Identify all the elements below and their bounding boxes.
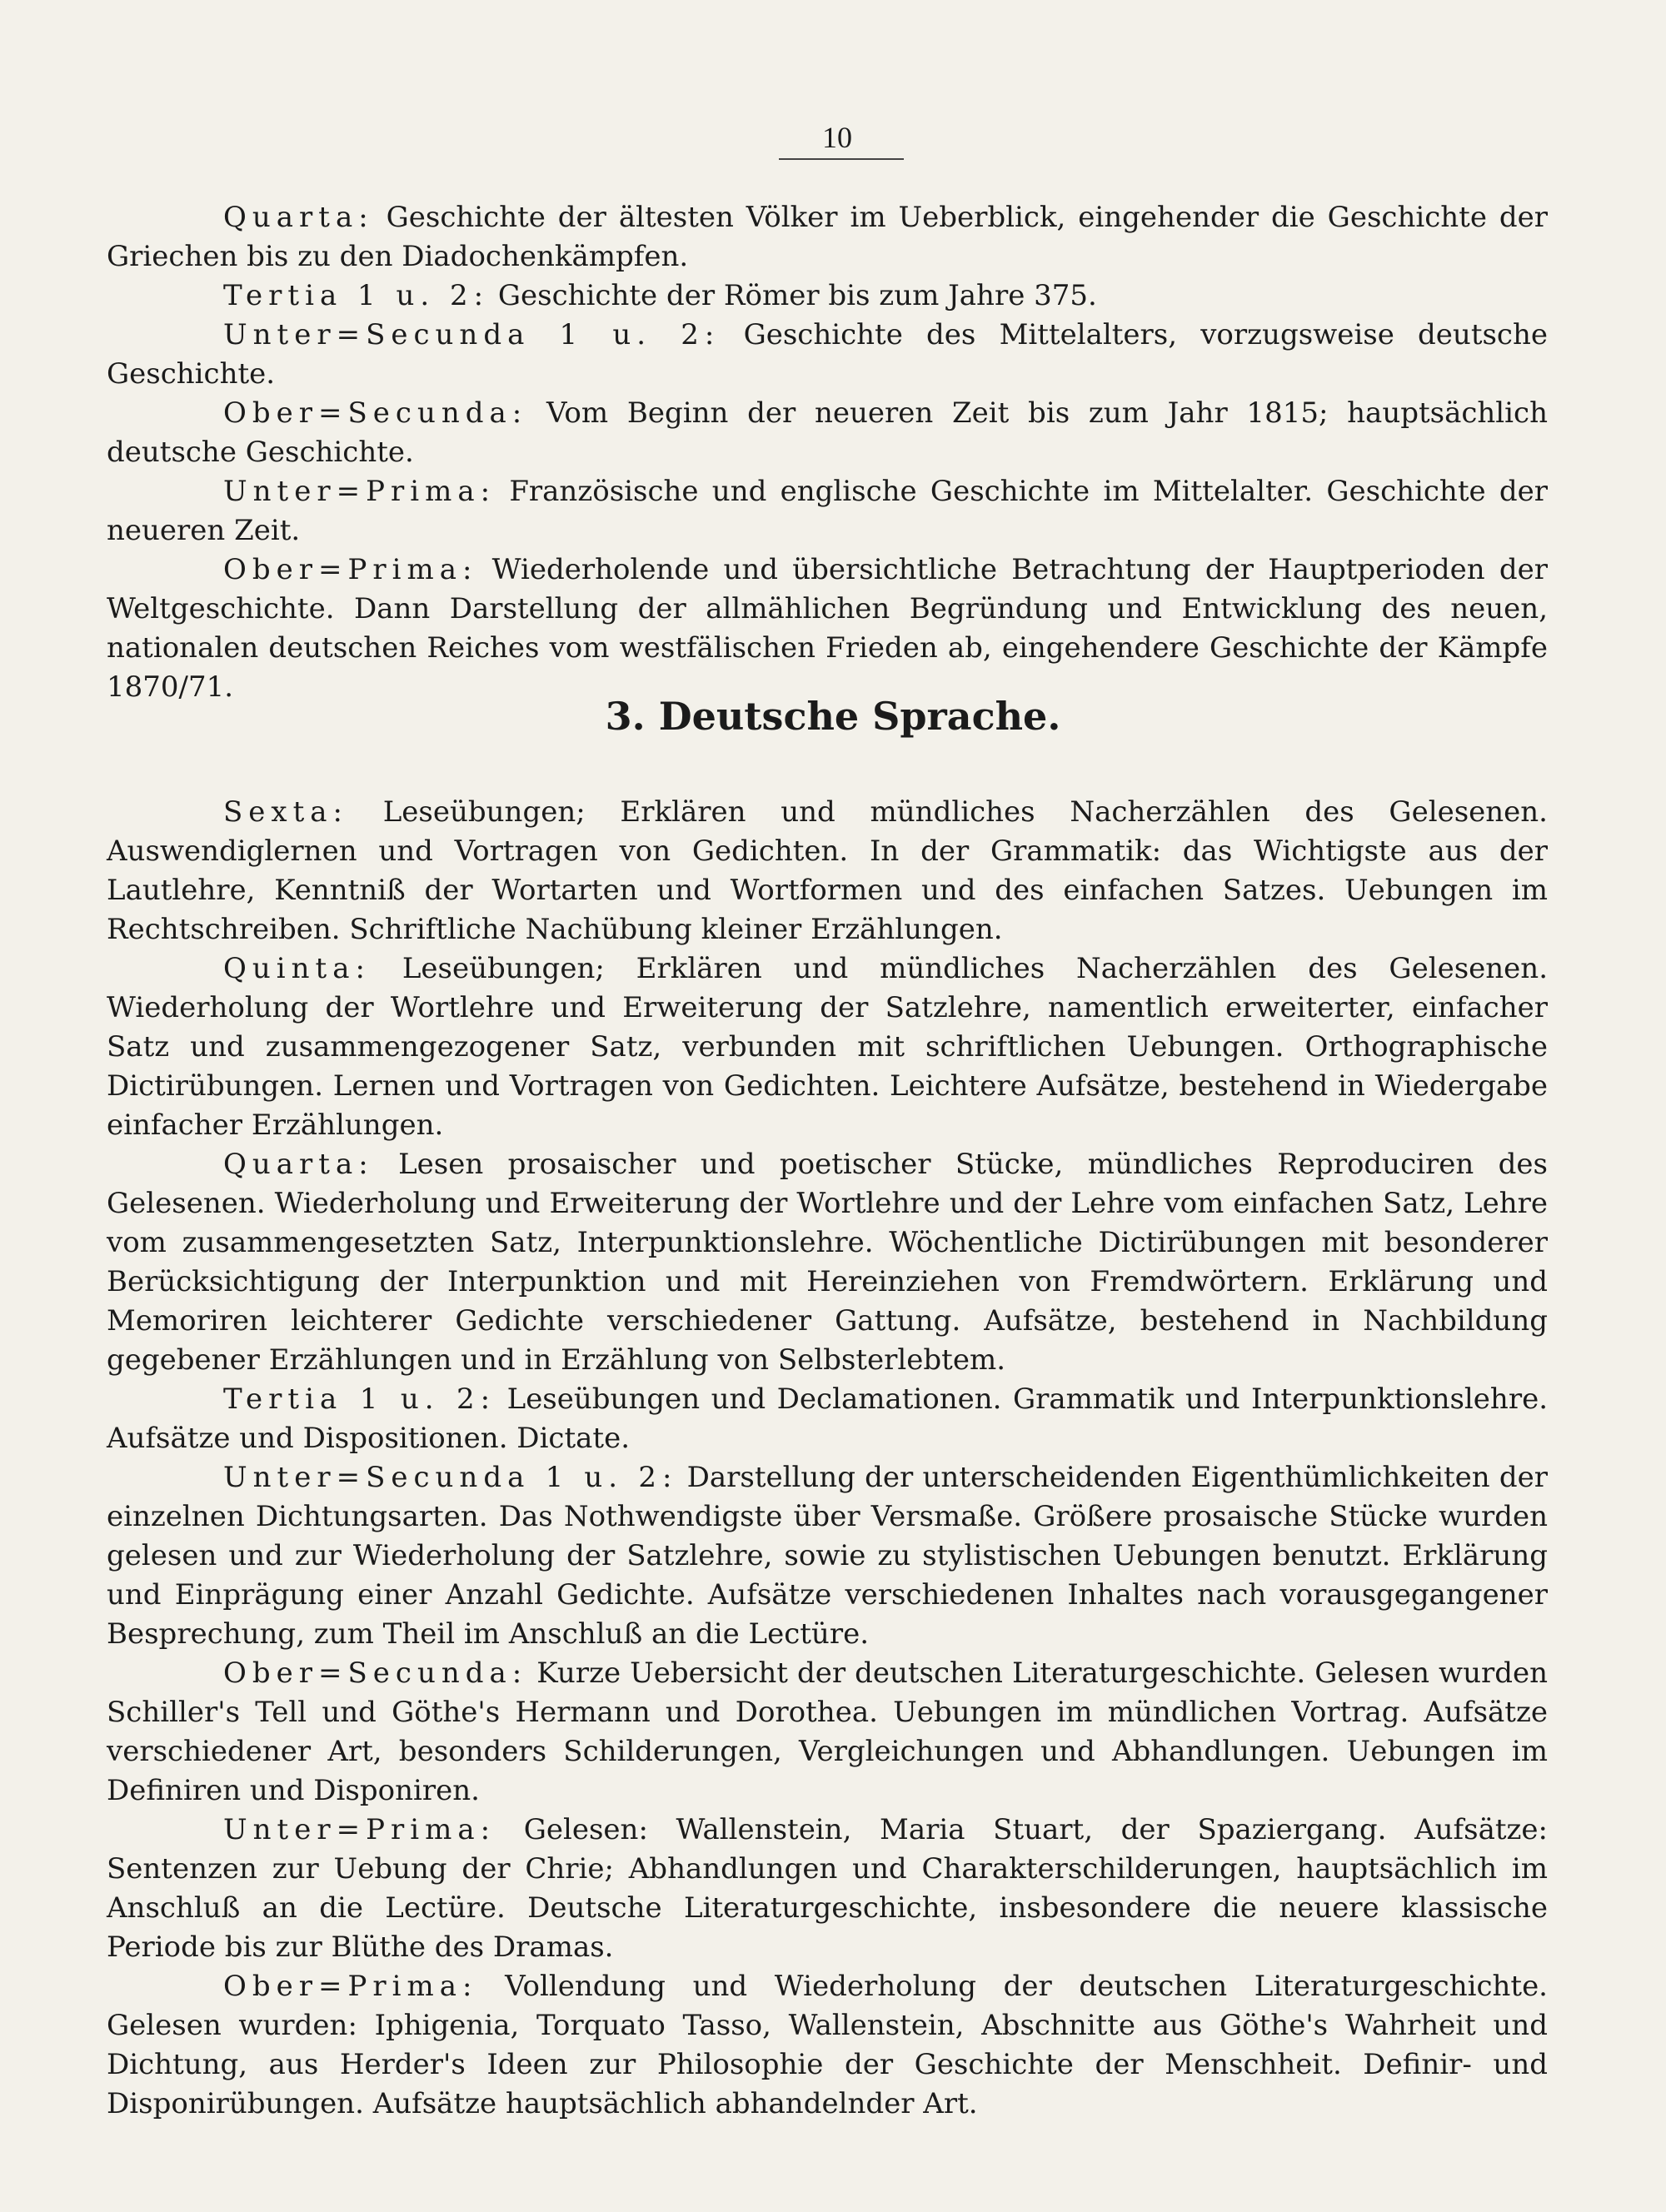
history-paragraph-unter-secunda	[107, 316, 1548, 394]
class-label: Quarta:	[223, 201, 374, 234]
paragraph-text: Geschichte des Mittelalters, vorzugsweise deutsche Geschichte.	[107, 318, 1548, 391]
class-label: Tertia 1 u. 2:	[223, 279, 490, 312]
paragraph-text: Kurze Uebersicht der deutschen Literaturgeschichte. Gelesen wurden Schiller's Tell und Göthe's Hermann und Dorothea. Uebungen im mündlichen Vortrag. Aufsätze verschiedener Art, besonders Schilderungen, Vergleichungen und Abhandlungen. Uebungen im Definiren und Disponiren.	[107, 1657, 1549, 1807]
paragraph-text: Geschichte der Römer bis zum Jahre 375.	[497, 279, 1097, 312]
class-label: Quinta:	[223, 952, 371, 985]
class-label: Ober=Secunda:	[223, 1657, 528, 1690]
page-number: 10	[822, 121, 852, 154]
class-label: Sexta:	[223, 795, 348, 829]
german-paragraph-ober-secunda	[107, 1654, 1548, 1811]
class-label: Unter=Prima:	[223, 1813, 496, 1846]
paragraph-text: Leseübungen; Erklären und mündliches Nacherzählen des Gelesenen. Wiederholung der Wortlehre und Erweiterung der Satzlehre, namentlich erweiterter, einfacher Satz und zusammengezogener Satz, verbunden mit schriftlichen Uebungen. Orthographische Dictirübungen. Lernen und Vortragen von Gedichten. Leichtere Aufsätze, bestehend in Wiedergabe einfacher Erzählungen.	[107, 952, 1548, 1142]
history-section	[107, 198, 1548, 707]
class-label: Tertia 1 u. 2:	[223, 1382, 496, 1416]
paragraph-text: Darstellung der unterscheidenden Eigenthümlichkeiten der einzelnen Dichtungsarten. Das Nothwendigste über Versmaße. Größere prosaische Stücke wurden gelesen und zur Wiederholung der Satzlehre, sowie zu stylistischen Uebungen benutzt. Erklärung und Einprägung einer Anzahl Gedichte. Aufsätze verschiedenen Inhaltes nach vorausgegangener Besprechung, zum Theil im Anschluß an die Lectüre.	[107, 1461, 1548, 1651]
paragraph-text: Vollendung und Wiederholung der deutschen Literaturgeschichte. Gelesen wurden: Iphigenia, Torquato Tasso, Wallenstein, Abschnitte aus Göthe's Wahrheit und Dichtung, aus Herder's Ideen zur Philosophie der Geschichte der Menschheit. Definir- und Disponirübungen. Aufsätze hauptsächlich abhandelnder Art.	[107, 1970, 1548, 2120]
history-paragraph-quarta	[107, 198, 1548, 276]
history-paragraph-tertia	[107, 276, 1548, 316]
class-label: Ober=Secunda:	[223, 396, 528, 430]
class-label: Unter=Prima:	[223, 475, 496, 508]
paragraph-text: Geschichte der ältesten Völker im Ueberblick, eingehender die Geschichte der Griechen bis zu den Diadochenkämpfen.	[107, 201, 1548, 273]
german-paragraph-tertia	[107, 1380, 1548, 1458]
page-number-rule	[779, 158, 904, 160]
class-label: Unter=Secunda 1 u. 2:	[223, 318, 721, 351]
german-paragraph-quarta	[107, 1145, 1548, 1380]
history-paragraph-ober-secunda	[107, 394, 1548, 472]
paragraph-text: Wiederholende und übersichtliche Betrachtung der Hauptperioden der Weltgeschichte. Dann Darstellung der allmählichen Begründung und Entwicklung des neuen, nationalen deutschen Reiches vom westfälischen Frieden ab, eingehendere Geschichte der Kämpfe 1870/71.	[107, 553, 1548, 704]
paragraph-text: Gelesen: Wallenstein, Maria Stuart, der Spaziergang. Aufsätze: Sentenzen zur Uebung der Chrie; Abhandlungen und Charakterschilderungen, hauptsächlich im Anschluß an die Lectüre. Deutsche Literaturgeschichte, insbesondere die neuere klassische Periode bis zur Blüthe des Dramas.	[107, 1813, 1549, 1964]
class-label: Ober=Prima:	[223, 553, 478, 586]
history-paragraph-unter-prima	[107, 472, 1548, 551]
german-section	[107, 793, 1548, 2124]
german-paragraph-unter-prima	[107, 1811, 1548, 1967]
german-paragraph-ober-prima	[107, 1967, 1548, 2124]
class-label: Quarta:	[223, 1148, 374, 1181]
class-label: Unter=Secunda 1 u. 2:	[223, 1461, 678, 1494]
paragraph-text: Leseübungen und Declamationen. Grammatik und Interpunktionslehre. Aufsätze und Dispositionen. Dictate.	[107, 1382, 1548, 1455]
history-paragraph-ober-prima	[107, 551, 1548, 707]
paragraph-text: Lesen prosaischer und poetischer Stücke, mündliches Reproduciren des Gelesenen. Wiederholung und Erweiterung der Wortlehre und der Lehre vom einfachen Satz, Lehre vom zusammengesetzten Satz, Interpunktionslehre. Wöchentliche Dictirübungen mit besonderer Berücksichtigung der Interpunktion und mit Hereinziehen von Fremdwörtern. Erklärung und Memoriren leichterer Gedichte verschiedener Gattung. Aufsätze, bestehend in Nachbildung gegebener Erzählungen und in Erzählung von Selbsterlebtem.	[107, 1148, 1548, 1377]
section-heading: 3. Deutsche Sprache.	[605, 694, 1061, 739]
german-paragraph-quinta	[107, 949, 1548, 1145]
paragraph-text: Leseübungen; Erklären und mündliches Nacherzählen des Gelesenen. Auswendiglernen und Vortragen von Gedichten. In der Grammatik: das Wichtigste aus der Lautlehre, Kenntniß der Wortarten und Wortformen und des einfachen Satzes. Uebungen im Rechtschreiben. Schriftliche Nachübung kleiner Erzählungen.	[107, 795, 1548, 946]
class-label: Ober=Prima:	[223, 1970, 478, 2003]
german-paragraph-sexta	[107, 793, 1548, 949]
german-paragraph-unter-secunda	[107, 1458, 1548, 1654]
paragraph-text: Vom Beginn der neueren Zeit bis zum Jahr 1815; hauptsächlich deutsche Geschichte.	[107, 396, 1548, 469]
paragraph-text: Französische und englische Geschichte im Mittelalter. Geschichte der neueren Zeit.	[107, 475, 1548, 547]
